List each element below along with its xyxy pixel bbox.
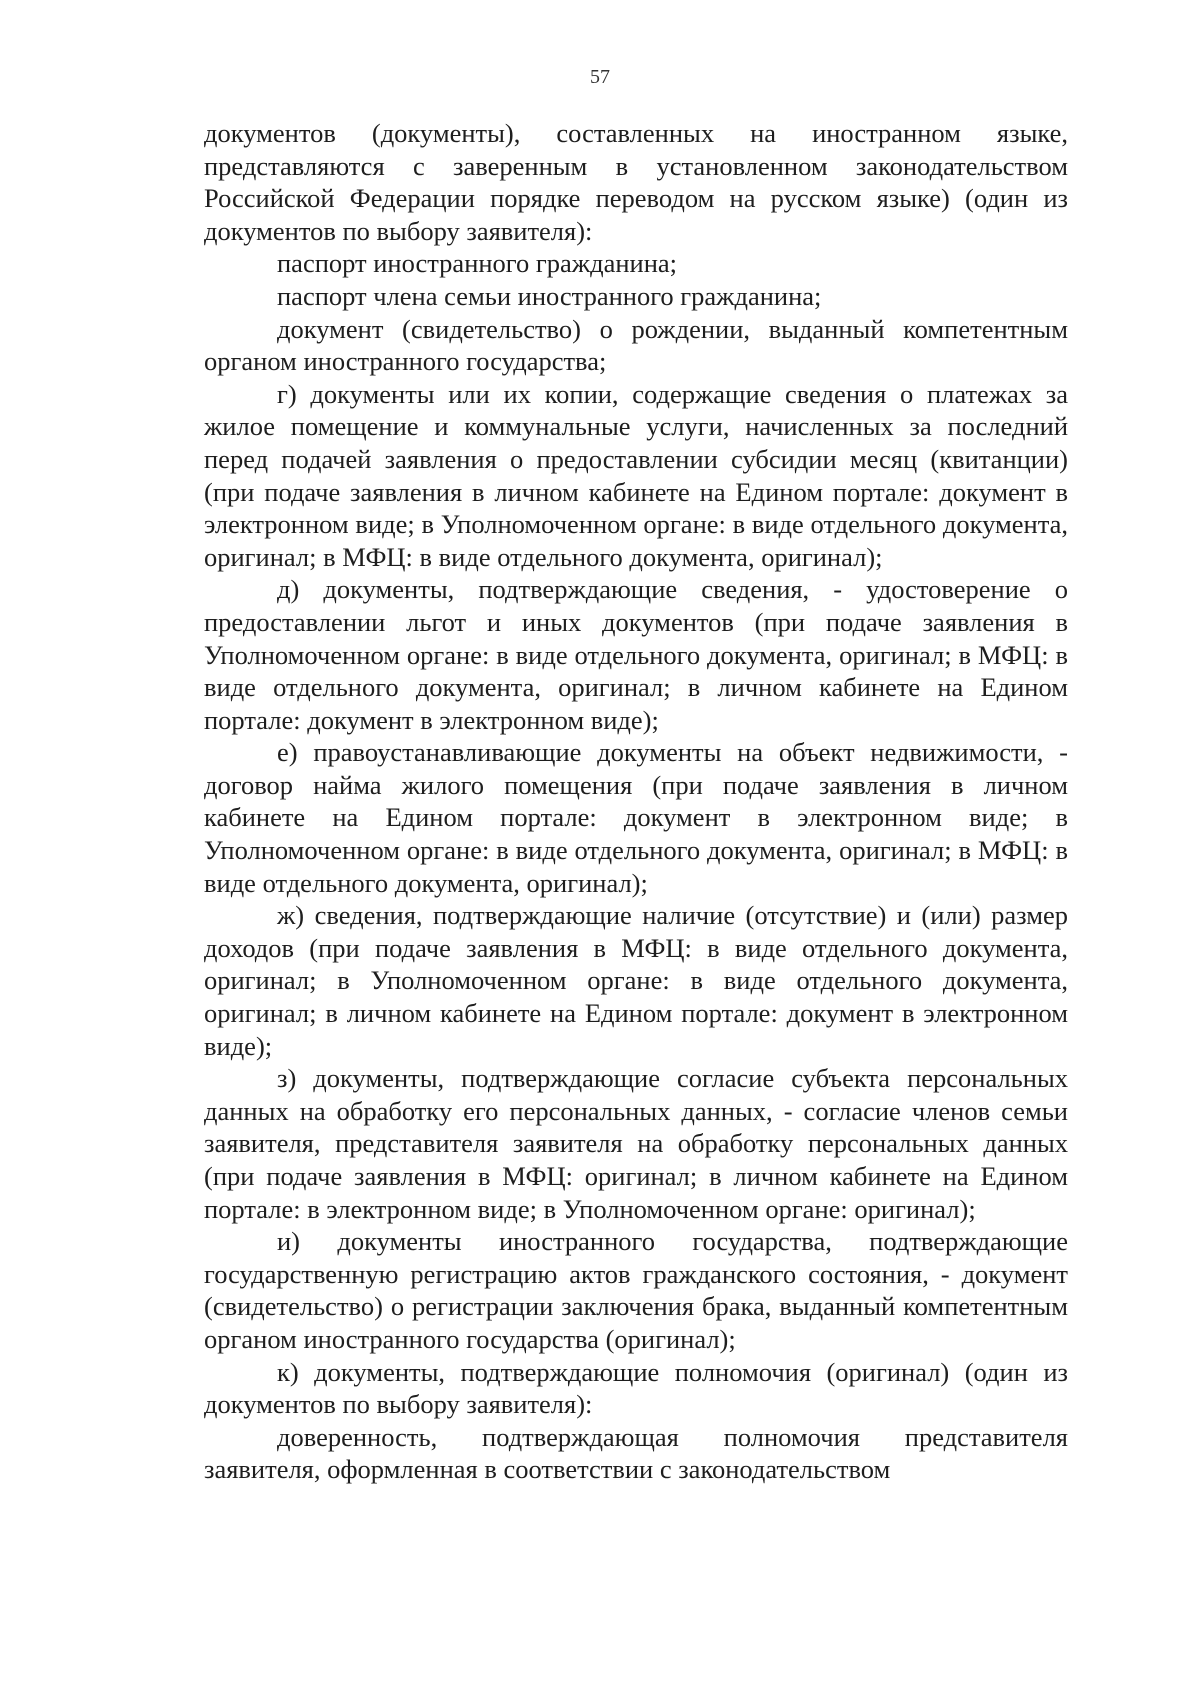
paragraph-item-k: к) документы, подтверждающие полномочия (оригинал) (один из документов по выбору заявителя): xyxy=(204,1356,1068,1420)
paragraph-item-z: з) документы, подтверждающие согласие субъекта персональных данных на обработку его персональных данных, - согласие членов семьи заявителя, представителя заявителя на обработку персональных данных (при подаче заявления в МФЦ: оригинал; в личном кабинете на Едином портале: в электронном виде; в Уполномоченном органе: оригинал); xyxy=(204,1063,1068,1224)
paragraph-item-zh: ж) сведения, подтверждающие наличие (отсутствие) и (или) размер доходов (при подаче заявления в МФЦ: в виде отдельного документа, оригинал; в Уполномоченном органе: в виде отдельного документа, оригинал; в личном кабинете на Едином портале: документ в электронном виде); xyxy=(204,900,1068,1061)
paragraph-item-d: д) документы, подтверждающие сведения, - удостоверение о предоставлении льгот и иных документов (при подаче заявления в Уполномоченном органе: в виде отдельного документа, оригинал; в МФЦ: в виде отдельного документа, оригинал; в личном кабинете на Едином портале: документ в электронном виде); xyxy=(204,574,1068,735)
paragraph-item-e: е) правоустанавливающие документы на объект недвижимости, - договор найма жилого помещения (при подаче заявления в личном кабинете на Едином портале: документ в электронном виде; в Уполномоченном органе: в виде отдельного документа, оригинал; в МФЦ: в виде отдельного документа, оригинал); xyxy=(204,737,1068,898)
paragraph-power-of-attorney: доверенность, подтверждающая полномочия представителя заявителя, оформленная в соответствии с законодательством xyxy=(204,1421,1068,1485)
paragraph-birth-certificate: документ (свидетельство) о рождении, выданный компетентным органом иностранного государства; xyxy=(204,313,1068,377)
paragraph-family-passport: паспорт члена семьи иностранного гражданина; xyxy=(277,280,822,311)
paragraph-item-g: г) документы или их копии, содержащие сведения о платежах за жилое помещение и коммунальные услуги, начисленных за последний перед подачей заявления о предоставлении субсидии месяц (квитанции) (при подаче заявления в личном кабинете на Едином портале: документ в электронном виде; в Уполномоченном органе: в виде отдельного документа, оригинал; в МФЦ: в виде отдельного документа, оригинал); xyxy=(204,378,1068,572)
page-number: 57 xyxy=(590,66,610,88)
paragraph-continuation: документов (документы), составленных на иностранном языке, представляются с заверенным в установленном законодательством Российской Федерации порядке переводом на русском языке) (один из документов по выбору заявителя): xyxy=(204,118,1068,246)
document-body xyxy=(204,117,1068,1486)
paragraph-item-i: и) документы иностранного государства, подтверждающие государственную регистрацию актов гражданского состояния, - документ (свидетельство) о регистрации заключения брака, выданный компетентным органом иностранного государства (оригинал); xyxy=(204,1226,1068,1354)
paragraph-foreign-passport: паспорт иностранного гражданина; xyxy=(277,248,677,279)
